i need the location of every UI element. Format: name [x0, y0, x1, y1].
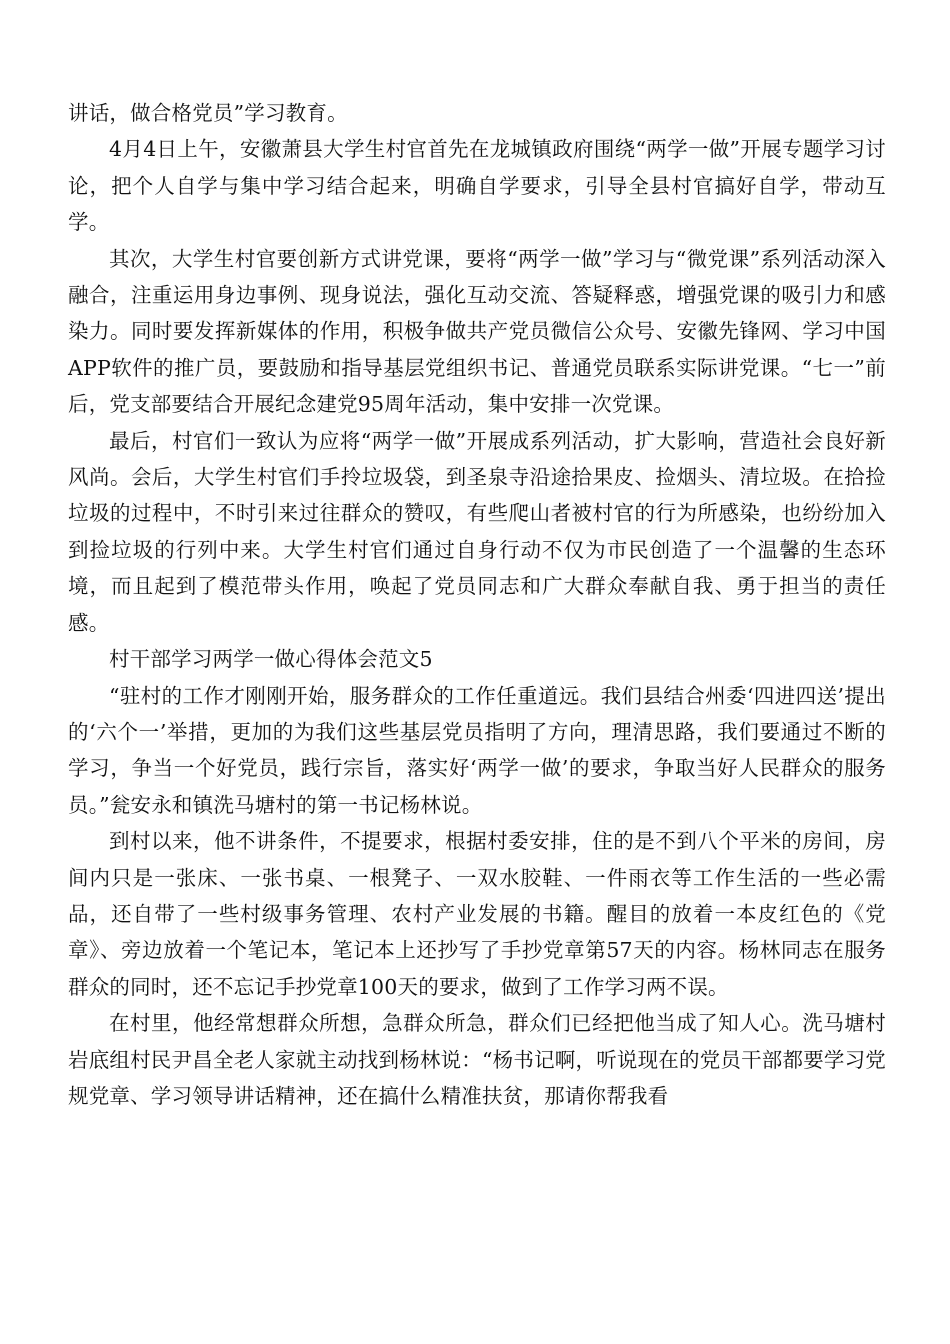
- paragraph-7: 在村里，他经常想群众所想，急群众所急，群众们已经把他当成了知人心。洗马塘村岩底组村民尹昌全老人家就主动找到杨林说：“杨书记啊，听说现在的党员干部都要学习党规党章、学习领导讲话精神，还在搞什么精准扶贫，那请你帮我看: [68, 1011, 886, 1108]
- paragraph-1: 讲话，做合格党员”学习教育。: [68, 101, 348, 125]
- paragraph-6: 到村以来，他不讲条件，不提要求，根据村委安排，住的是不到八个平米的房间，房间内只是一张床、一张书桌、一根凳子、一双水胶鞋、一件雨衣等工作生活的一些必需品，还自带了一些村级事务管理、农村产业发展的书籍。醒目的放着一本皮红色的《党章》、旁边放着一个笔记本，笔记本上还抄写了手抄党章第57天的内容。杨林同志在服务群众的同时，还不忘记手抄党章100天的要求，做到了工作学习两不误。: [68, 829, 886, 999]
- paragraph-3: 其次，大学生村官要创新方式讲党课，要将“两学一做”学习与“微党课”系列活动深入融合，注重运用身边事例、现身说法，强化互动交流、答疑释惑，增强党课的吸引力和感染力。同时要发挥新媒体的作用，积极争做共产党员微信公众号、安徽先锋网、学习中国APP软件的推广员，要鼓励和指导基层党组织书记、普通党员联系实际讲党课。“七一”前后，党支部要结合开展纪念建党95周年活动，集中安排一次党课。: [68, 246, 886, 417]
- paragraph-5: “驻村的工作才刚刚开始，服务群众的工作任重道远。我们县结合州委‘四进四送’提出的‘六个一’举措，更加的为我们这些基层党员指明了方向，理清思路，我们要通过不断的学习，争当一个好党员，践行宗旨，落实好‘两学一做’的要求，争取当好人民群众的服务员。”瓮安永和镇洗马塘村的第一书记杨林说。: [68, 683, 886, 817]
- document-body: [68, 95, 886, 1114]
- paragraph-2: 4月4日上午，安徽萧县大学生村官首先在龙城镇政府围绕“两学一做”开展专题学习讨论，把个人自学与集中学习结合起来，明确自学要求，引导全县村官搞好自学，带动互学。: [68, 137, 886, 235]
- paragraph-4: 最后，村官们一致认为应将“两学一做”开展成系列活动，扩大影响，营造社会良好新风尚。会后，大学生村官们手拎垃圾袋，到圣泉寺沿途拾果皮、捡烟头、清垃圾。在拾捡垃圾的过程中，不时引来过往群众的赞叹，有些爬山者被村官的行为所感染，也纷纷加入到捡垃圾的行列中来。大学生村官们通过自身行动不仅为市民创造了一个温馨的生态环境，而且起到了模范带头作用，唤起了党员同志和广大群众奉献自我、勇于担当的责任感。: [68, 428, 886, 635]
- section-heading: 村干部学习两学一做心得体会范文5: [109, 647, 433, 672]
